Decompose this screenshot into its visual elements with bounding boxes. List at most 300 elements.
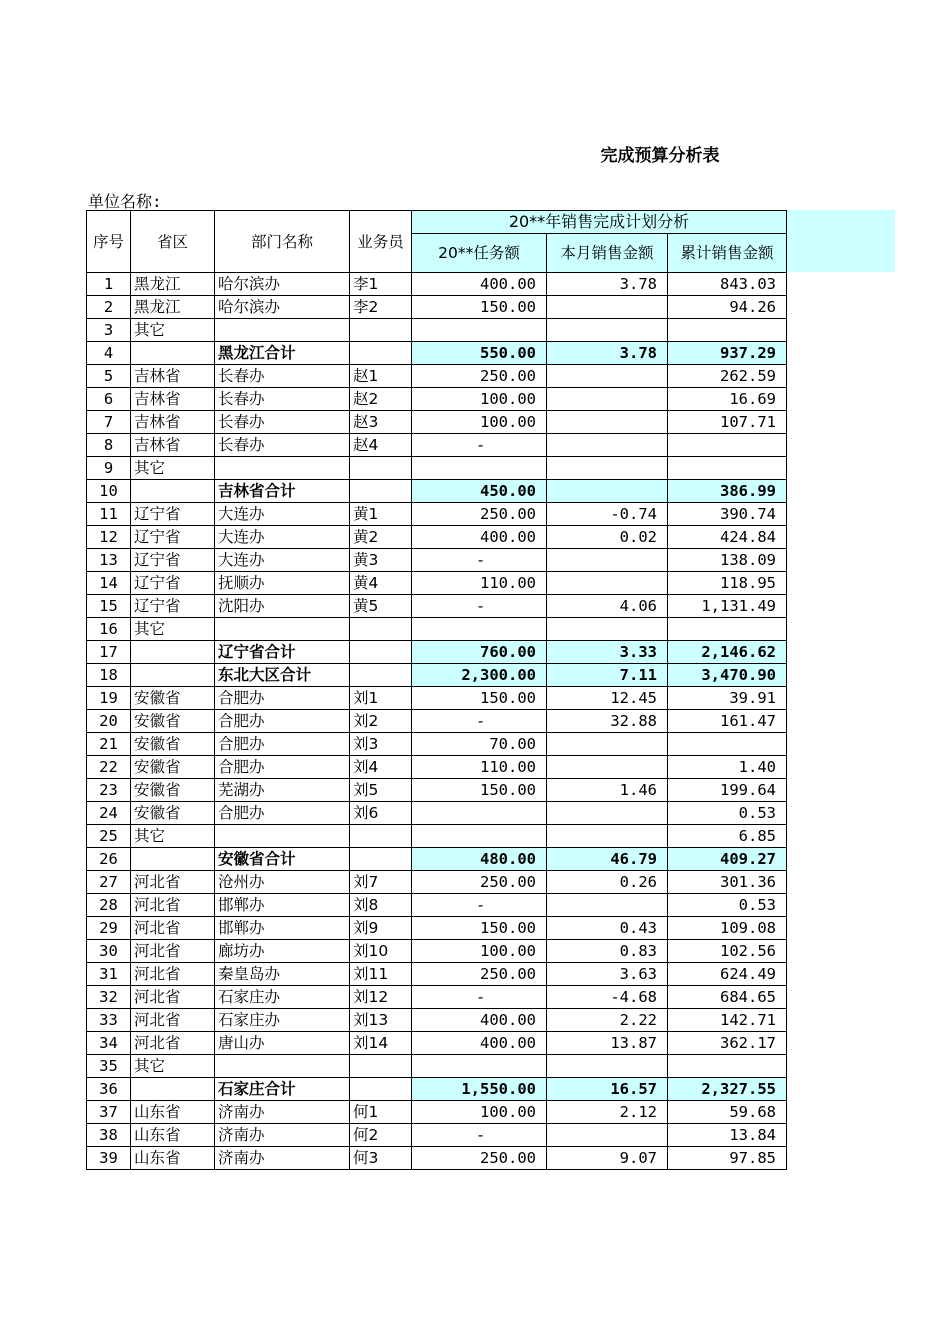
cell-task[interactable]: - — [412, 434, 547, 457]
cell-month[interactable]: 3.33 — [547, 641, 668, 664]
cell-seq[interactable]: 23 — [87, 779, 131, 802]
cell-month[interactable] — [547, 756, 668, 779]
cell-task[interactable]: 760.00 — [412, 641, 547, 664]
cell-month[interactable]: 3.78 — [547, 342, 668, 365]
cell-province[interactable]: 河北省 — [131, 1032, 215, 1055]
cell-cumulative[interactable]: 0.53 — [668, 802, 787, 825]
cell-province[interactable]: 吉林省 — [131, 411, 215, 434]
cell-task[interactable]: 400.00 — [412, 273, 547, 296]
cell-cumulative[interactable]: 684.65 — [668, 986, 787, 1009]
cell-task[interactable] — [412, 802, 547, 825]
cell-province[interactable]: 吉林省 — [131, 388, 215, 411]
header-month[interactable]: 本月销售金额 — [547, 234, 668, 273]
cell-province[interactable]: 河北省 — [131, 1009, 215, 1032]
cell-cumulative[interactable]: 109.08 — [668, 917, 787, 940]
cell-task[interactable] — [412, 825, 547, 848]
table-row — [87, 434, 787, 457]
cell-province[interactable]: 黑龙江 — [131, 273, 215, 296]
cell-salesman[interactable]: 刘10 — [350, 940, 412, 963]
cell-month[interactable]: 7.11 — [547, 664, 668, 687]
cell-seq[interactable]: 20 — [87, 710, 131, 733]
header-task[interactable]: 20**任务额 — [412, 234, 547, 273]
cell-dept[interactable]: 沧州办 — [215, 871, 350, 894]
cell-cumulative[interactable] — [668, 434, 787, 457]
cell-province[interactable]: 其它 — [131, 618, 215, 641]
cell-seq[interactable]: 3 — [87, 319, 131, 342]
cell-dept[interactable]: 石家庄办 — [215, 986, 350, 1009]
cell-month[interactable]: 46.79 — [547, 848, 668, 871]
cell-salesman[interactable]: 刘7 — [350, 871, 412, 894]
cell-salesman[interactable] — [350, 825, 412, 848]
cell-cumulative[interactable] — [668, 319, 787, 342]
table-row — [87, 618, 787, 641]
cell-province[interactable]: 安徽省 — [131, 710, 215, 733]
cell-cumulative[interactable]: 0.53 — [668, 894, 787, 917]
cell-month[interactable] — [547, 296, 668, 319]
cell-seq[interactable]: 33 — [87, 1009, 131, 1032]
cell-month[interactable] — [547, 733, 668, 756]
cell-month[interactable]: 0.26 — [547, 871, 668, 894]
cell-month[interactable]: 2.12 — [547, 1101, 668, 1124]
cell-task[interactable] — [412, 319, 547, 342]
cell-task[interactable]: 70.00 — [412, 733, 547, 756]
cell-salesman[interactable] — [350, 319, 412, 342]
cell-province[interactable]: 安徽省 — [131, 756, 215, 779]
table-row — [87, 687, 787, 710]
cell-seq[interactable]: 2 — [87, 296, 131, 319]
cell-month[interactable] — [547, 1124, 668, 1147]
cell-dept[interactable]: 合肥办 — [215, 802, 350, 825]
cell-province[interactable]: 安徽省 — [131, 733, 215, 756]
cell-salesman[interactable] — [350, 641, 412, 664]
unit-label: 单位名称: — [88, 192, 162, 211]
header-cumulative[interactable]: 累计销售金额 — [668, 234, 787, 273]
cell-month[interactable] — [547, 411, 668, 434]
cell-province[interactable]: 河北省 — [131, 917, 215, 940]
cell-cumulative[interactable]: 424.84 — [668, 526, 787, 549]
cell-month[interactable] — [547, 894, 668, 917]
cell-seq[interactable]: 29 — [87, 917, 131, 940]
cell-task[interactable]: 250.00 — [412, 1147, 547, 1170]
cell-cumulative[interactable]: 161.47 — [668, 710, 787, 733]
header-dept[interactable]: 部门名称 — [215, 211, 350, 273]
cell-month[interactable] — [547, 365, 668, 388]
cell-province[interactable] — [131, 641, 215, 664]
cell-province[interactable]: 吉林省 — [131, 434, 215, 457]
cell-salesman[interactable]: 刘6 — [350, 802, 412, 825]
cell-seq[interactable]: 34 — [87, 1032, 131, 1055]
cell-cumulative[interactable]: 362.17 — [668, 1032, 787, 1055]
cell-salesman[interactable]: 刘4 — [350, 756, 412, 779]
cell-cumulative[interactable]: 262.59 — [668, 365, 787, 388]
cell-seq[interactable]: 30 — [87, 940, 131, 963]
cell-seq[interactable]: 26 — [87, 848, 131, 871]
cell-month[interactable]: 13.87 — [547, 1032, 668, 1055]
cell-province[interactable] — [131, 848, 215, 871]
cell-seq[interactable]: 37 — [87, 1101, 131, 1124]
table-row — [87, 940, 787, 963]
cell-month[interactable]: 9.07 — [547, 1147, 668, 1170]
cell-seq[interactable]: 36 — [87, 1078, 131, 1101]
cell-dept[interactable]: 芜湖办 — [215, 779, 350, 802]
cell-month[interactable] — [547, 618, 668, 641]
cell-province[interactable] — [131, 342, 215, 365]
cell-dept[interactable]: 大连办 — [215, 526, 350, 549]
cell-task[interactable]: 100.00 — [412, 940, 547, 963]
cell-task[interactable]: 250.00 — [412, 871, 547, 894]
table-row — [87, 296, 787, 319]
cell-cumulative[interactable]: 390.74 — [668, 503, 787, 526]
cell-cumulative[interactable]: 138.09 — [668, 549, 787, 572]
cell-dept[interactable]: 济南办 — [215, 1101, 350, 1124]
cell-province[interactable]: 辽宁省 — [131, 549, 215, 572]
cell-dept[interactable]: 东北大区合计 — [215, 664, 350, 687]
cell-salesman[interactable]: 刘8 — [350, 894, 412, 917]
cell-task[interactable]: 400.00 — [412, 526, 547, 549]
cell-salesman[interactable]: 刘5 — [350, 779, 412, 802]
cell-month[interactable] — [547, 480, 668, 503]
cell-cumulative[interactable]: 1,131.49 — [668, 595, 787, 618]
cell-task[interactable]: 100.00 — [412, 388, 547, 411]
cell-task[interactable]: 150.00 — [412, 779, 547, 802]
cell-salesman[interactable]: 黄2 — [350, 526, 412, 549]
cell-province[interactable]: 辽宁省 — [131, 503, 215, 526]
cell-seq[interactable]: 31 — [87, 963, 131, 986]
cell-cumulative[interactable]: 142.71 — [668, 1009, 787, 1032]
cell-dept[interactable]: 沈阳办 — [215, 595, 350, 618]
cell-seq[interactable]: 17 — [87, 641, 131, 664]
cell-salesman[interactable]: 何3 — [350, 1147, 412, 1170]
table-row — [87, 549, 787, 572]
cell-month[interactable]: 16.57 — [547, 1078, 668, 1101]
cell-salesman[interactable]: 赵2 — [350, 388, 412, 411]
cell-month[interactable] — [547, 802, 668, 825]
cell-dept[interactable] — [215, 825, 350, 848]
table-row — [87, 526, 787, 549]
cell-seq[interactable]: 12 — [87, 526, 131, 549]
cell-month[interactable]: 4.06 — [547, 595, 668, 618]
cell-salesman[interactable]: 刘2 — [350, 710, 412, 733]
cell-dept[interactable]: 吉林省合计 — [215, 480, 350, 503]
cell-task[interactable]: 480.00 — [412, 848, 547, 871]
cell-seq[interactable]: 25 — [87, 825, 131, 848]
cell-cumulative[interactable]: 16.69 — [668, 388, 787, 411]
cell-province[interactable]: 河北省 — [131, 986, 215, 1009]
header-salesman[interactable]: 业务员 — [350, 211, 412, 273]
cell-cumulative[interactable]: 97.85 — [668, 1147, 787, 1170]
cell-cumulative[interactable]: 107.71 — [668, 411, 787, 434]
cell-task[interactable]: - — [412, 595, 547, 618]
cell-salesman[interactable] — [350, 848, 412, 871]
cell-dept[interactable] — [215, 457, 350, 480]
cell-month[interactable] — [547, 434, 668, 457]
cell-seq[interactable]: 24 — [87, 802, 131, 825]
cell-task[interactable]: - — [412, 1124, 547, 1147]
cell-salesman[interactable]: 李2 — [350, 296, 412, 319]
cell-dept[interactable]: 黑龙江合计 — [215, 342, 350, 365]
cell-province[interactable]: 山东省 — [131, 1101, 215, 1124]
cell-cumulative[interactable] — [668, 618, 787, 641]
cell-salesman[interactable]: 刘13 — [350, 1009, 412, 1032]
cell-province[interactable]: 黑龙江 — [131, 296, 215, 319]
cell-month[interactable]: 2.22 — [547, 1009, 668, 1032]
cell-task[interactable]: 250.00 — [412, 503, 547, 526]
cell-month[interactable]: -4.68 — [547, 986, 668, 1009]
cell-salesman[interactable]: 赵4 — [350, 434, 412, 457]
cell-salesman[interactable]: 黄3 — [350, 549, 412, 572]
header-group[interactable]: 20**年销售完成计划分析 — [412, 211, 787, 234]
cell-salesman[interactable] — [350, 1055, 412, 1078]
cell-dept[interactable]: 合肥办 — [215, 710, 350, 733]
cell-cumulative[interactable]: 39.91 — [668, 687, 787, 710]
cell-task[interactable]: - — [412, 894, 547, 917]
cell-cumulative[interactable]: 59.68 — [668, 1101, 787, 1124]
cell-task[interactable]: - — [412, 549, 547, 572]
cell-seq[interactable]: 1 — [87, 273, 131, 296]
cell-month[interactable]: 3.78 — [547, 273, 668, 296]
cell-dept[interactable]: 合肥办 — [215, 733, 350, 756]
cell-task[interactable]: 250.00 — [412, 365, 547, 388]
cell-cumulative[interactable]: 301.36 — [668, 871, 787, 894]
cell-salesman[interactable] — [350, 457, 412, 480]
cell-salesman[interactable]: 李1 — [350, 273, 412, 296]
cell-month[interactable]: 32.88 — [547, 710, 668, 733]
cell-task[interactable] — [412, 618, 547, 641]
cell-seq[interactable]: 19 — [87, 687, 131, 710]
cell-dept[interactable]: 哈尔滨办 — [215, 273, 350, 296]
cell-cumulative[interactable]: 386.99 — [668, 480, 787, 503]
cell-province[interactable]: 辽宁省 — [131, 572, 215, 595]
cell-dept[interactable]: 哈尔滨办 — [215, 296, 350, 319]
cell-province[interactable] — [131, 480, 215, 503]
cell-salesman[interactable]: 刘9 — [350, 917, 412, 940]
cell-cumulative[interactable]: 937.29 — [668, 342, 787, 365]
cell-cumulative[interactable] — [668, 1055, 787, 1078]
cell-dept[interactable]: 长春办 — [215, 434, 350, 457]
cell-cumulative[interactable]: 118.95 — [668, 572, 787, 595]
cell-seq[interactable]: 7 — [87, 411, 131, 434]
cell-province[interactable]: 河北省 — [131, 963, 215, 986]
cell-month[interactable]: 12.45 — [547, 687, 668, 710]
cell-dept[interactable]: 抚顺办 — [215, 572, 350, 595]
cell-dept[interactable]: 长春办 — [215, 411, 350, 434]
cell-seq[interactable]: 15 — [87, 595, 131, 618]
cell-salesman[interactable] — [350, 1078, 412, 1101]
cell-province[interactable]: 其它 — [131, 319, 215, 342]
cell-dept[interactable] — [215, 618, 350, 641]
cell-salesman[interactable] — [350, 480, 412, 503]
cell-task[interactable]: 450.00 — [412, 480, 547, 503]
cell-task[interactable]: 110.00 — [412, 572, 547, 595]
cell-province[interactable]: 河北省 — [131, 894, 215, 917]
cell-salesman[interactable]: 刘3 — [350, 733, 412, 756]
cell-salesman[interactable] — [350, 342, 412, 365]
cell-dept[interactable] — [215, 1055, 350, 1078]
cell-seq[interactable]: 4 — [87, 342, 131, 365]
cell-cumulative[interactable]: 843.03 — [668, 273, 787, 296]
cell-seq[interactable]: 5 — [87, 365, 131, 388]
header-seq[interactable]: 序号 — [87, 211, 131, 273]
table-row — [87, 457, 787, 480]
table-row — [87, 710, 787, 733]
cell-task[interactable]: 250.00 — [412, 963, 547, 986]
cell-dept[interactable]: 合肥办 — [215, 687, 350, 710]
cell-dept[interactable]: 安徽省合计 — [215, 848, 350, 871]
cell-province[interactable]: 辽宁省 — [131, 595, 215, 618]
table-row — [87, 1055, 787, 1078]
header-province[interactable]: 省区 — [131, 211, 215, 273]
cell-seq[interactable]: 14 — [87, 572, 131, 595]
cell-salesman[interactable]: 赵3 — [350, 411, 412, 434]
cell-month[interactable]: 1.46 — [547, 779, 668, 802]
cell-cumulative[interactable]: 6.85 — [668, 825, 787, 848]
cell-salesman[interactable]: 何2 — [350, 1124, 412, 1147]
cell-dept[interactable]: 廊坊办 — [215, 940, 350, 963]
cell-salesman[interactable]: 黄1 — [350, 503, 412, 526]
cell-dept[interactable]: 济南办 — [215, 1147, 350, 1170]
cell-month[interactable] — [547, 1055, 668, 1078]
cell-dept[interactable]: 石家庄办 — [215, 1009, 350, 1032]
cell-province[interactable] — [131, 1078, 215, 1101]
cell-cumulative[interactable]: 2,327.55 — [668, 1078, 787, 1101]
cell-salesman[interactable]: 黄4 — [350, 572, 412, 595]
cell-seq[interactable]: 16 — [87, 618, 131, 641]
cell-month[interactable] — [547, 457, 668, 480]
cell-province[interactable] — [131, 664, 215, 687]
cell-seq[interactable]: 32 — [87, 986, 131, 1009]
cell-seq[interactable]: 10 — [87, 480, 131, 503]
cell-province[interactable]: 山东省 — [131, 1147, 215, 1170]
cell-task[interactable]: 110.00 — [412, 756, 547, 779]
cell-cumulative[interactable]: 102.56 — [668, 940, 787, 963]
cell-dept[interactable]: 邯郸办 — [215, 917, 350, 940]
cell-task[interactable]: 150.00 — [412, 917, 547, 940]
cell-dept[interactable]: 邯郸办 — [215, 894, 350, 917]
cell-cumulative[interactable] — [668, 733, 787, 756]
cell-seq[interactable]: 39 — [87, 1147, 131, 1170]
cell-province[interactable]: 其它 — [131, 1055, 215, 1078]
cell-dept[interactable]: 辽宁省合计 — [215, 641, 350, 664]
cell-cumulative[interactable]: 13.84 — [668, 1124, 787, 1147]
cell-cumulative[interactable] — [668, 457, 787, 480]
cell-dept[interactable]: 大连办 — [215, 503, 350, 526]
cell-dept[interactable]: 唐山办 — [215, 1032, 350, 1055]
cell-month[interactable]: 0.43 — [547, 917, 668, 940]
cell-task[interactable]: 100.00 — [412, 411, 547, 434]
cell-dept[interactable]: 秦皇岛办 — [215, 963, 350, 986]
cell-seq[interactable]: 8 — [87, 434, 131, 457]
cell-task[interactable]: 400.00 — [412, 1032, 547, 1055]
cell-seq[interactable]: 38 — [87, 1124, 131, 1147]
cell-province[interactable]: 其它 — [131, 457, 215, 480]
cell-cumulative[interactable]: 409.27 — [668, 848, 787, 871]
cell-month[interactable]: 3.63 — [547, 963, 668, 986]
cell-month[interactable] — [547, 572, 668, 595]
cell-month[interactable] — [547, 388, 668, 411]
cell-province[interactable]: 安徽省 — [131, 779, 215, 802]
cell-seq[interactable]: 35 — [87, 1055, 131, 1078]
cell-month[interactable]: -0.74 — [547, 503, 668, 526]
cell-task[interactable]: - — [412, 986, 547, 1009]
cell-month[interactable]: 0.02 — [547, 526, 668, 549]
cell-seq[interactable]: 6 — [87, 388, 131, 411]
cell-seq[interactable]: 21 — [87, 733, 131, 756]
cell-task[interactable]: 100.00 — [412, 1101, 547, 1124]
cell-month[interactable]: 0.83 — [547, 940, 668, 963]
cell-task[interactable]: 400.00 — [412, 1009, 547, 1032]
cell-task[interactable]: 1,550.00 — [412, 1078, 547, 1101]
cell-province[interactable]: 辽宁省 — [131, 526, 215, 549]
cell-seq[interactable]: 18 — [87, 664, 131, 687]
cell-seq[interactable]: 22 — [87, 756, 131, 779]
cell-dept[interactable]: 大连办 — [215, 549, 350, 572]
cell-cumulative[interactable]: 3,470.90 — [668, 664, 787, 687]
cell-month[interactable] — [547, 825, 668, 848]
cell-seq[interactable]: 9 — [87, 457, 131, 480]
cell-salesman[interactable]: 何1 — [350, 1101, 412, 1124]
cell-cumulative[interactable]: 94.26 — [668, 296, 787, 319]
cell-task[interactable]: 550.00 — [412, 342, 547, 365]
cell-task[interactable]: 150.00 — [412, 687, 547, 710]
cell-task[interactable]: - — [412, 710, 547, 733]
table-row-subtotal — [87, 1078, 787, 1101]
cell-cumulative[interactable]: 1.40 — [668, 756, 787, 779]
cell-month[interactable] — [547, 319, 668, 342]
cell-seq[interactable]: 11 — [87, 503, 131, 526]
cell-province[interactable]: 安徽省 — [131, 687, 215, 710]
cell-salesman[interactable]: 刘14 — [350, 1032, 412, 1055]
table-row — [87, 871, 787, 894]
cell-seq[interactable]: 28 — [87, 894, 131, 917]
cell-salesman[interactable]: 刘11 — [350, 963, 412, 986]
cell-cumulative[interactable]: 2,146.62 — [668, 641, 787, 664]
cell-salesman[interactable] — [350, 618, 412, 641]
table-row-subtotal — [87, 848, 787, 871]
cell-task[interactable] — [412, 457, 547, 480]
cell-province[interactable]: 吉林省 — [131, 365, 215, 388]
cell-province[interactable]: 山东省 — [131, 1124, 215, 1147]
cell-salesman[interactable]: 刘12 — [350, 986, 412, 1009]
cell-province[interactable]: 河北省 — [131, 940, 215, 963]
table-row — [87, 1124, 787, 1147]
cell-salesman[interactable]: 黄5 — [350, 595, 412, 618]
table-row — [87, 986, 787, 1009]
cell-salesman[interactable]: 刘1 — [350, 687, 412, 710]
cell-task[interactable]: 2,300.00 — [412, 664, 547, 687]
cell-province[interactable]: 安徽省 — [131, 802, 215, 825]
cell-seq[interactable]: 13 — [87, 549, 131, 572]
cell-province[interactable]: 河北省 — [131, 871, 215, 894]
cell-dept[interactable]: 济南办 — [215, 1124, 350, 1147]
table-row-subtotal — [87, 641, 787, 664]
cell-task[interactable]: 150.00 — [412, 296, 547, 319]
cell-salesman[interactable]: 赵1 — [350, 365, 412, 388]
table-row — [87, 572, 787, 595]
cell-dept[interactable]: 石家庄合计 — [215, 1078, 350, 1101]
table-row — [87, 388, 787, 411]
cell-salesman[interactable] — [350, 664, 412, 687]
cell-dept[interactable] — [215, 319, 350, 342]
cell-cumulative[interactable]: 199.64 — [668, 779, 787, 802]
cell-dept[interactable]: 长春办 — [215, 365, 350, 388]
cell-task[interactable] — [412, 1055, 547, 1078]
cell-dept[interactable]: 合肥办 — [215, 756, 350, 779]
cell-province[interactable]: 其它 — [131, 825, 215, 848]
cell-month[interactable] — [547, 549, 668, 572]
cell-seq[interactable]: 27 — [87, 871, 131, 894]
cell-dept[interactable]: 长春办 — [215, 388, 350, 411]
cell-cumulative[interactable]: 624.49 — [668, 963, 787, 986]
